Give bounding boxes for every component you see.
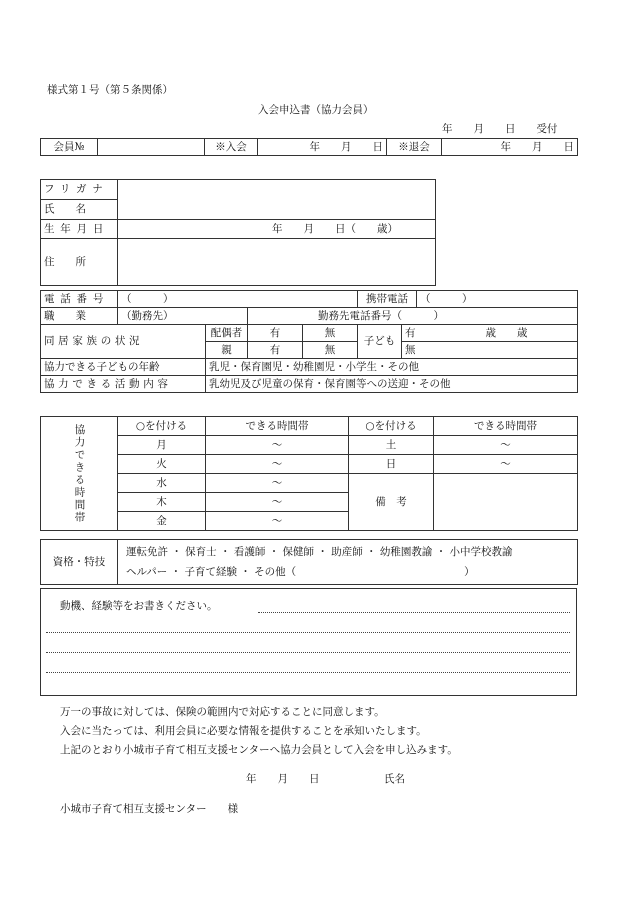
member-row-table [40,138,578,156]
join-label: ※入会 [205,139,258,156]
leave-date-field[interactable]: 年 月 日 [442,139,578,156]
time-sat[interactable]: ～ [434,436,578,455]
mobile-field[interactable]: （ ） [417,291,578,308]
ages-label: 協力できる子どもの年齢 [41,359,206,376]
signature-name-label: 氏名 [384,773,405,785]
child-label: 子ども [358,325,402,359]
job-label: 職 業 [41,308,118,325]
day-tue[interactable]: 火 [118,455,206,474]
consent-line-2: 入会に当たっては、利用会員に必要な情報を提供することを承知いたします。 [60,725,427,737]
spouse-label: 配偶者 [206,325,248,342]
time-tue[interactable]: ～ [206,455,349,474]
parent-yes[interactable]: 有 [248,342,303,359]
family-label: 同居家族の状況 [41,325,206,359]
address-label: 住 所 [41,239,118,286]
day-thu[interactable]: 木 [118,493,206,512]
qualifications-table [40,539,578,585]
receipt-date: 年 月 日 受付 [442,123,558,135]
parent-label: 親 [206,342,248,359]
name-label: 氏 名 [41,200,118,220]
mark-header-right: ○を付ける [349,417,434,436]
time-wed[interactable]: ～ [206,474,349,493]
schedule-label-cell [41,417,118,531]
address-field[interactable] [118,239,436,286]
time-sun[interactable]: ～ [434,455,578,474]
member-no-label: 会員№ [41,139,98,156]
child-yes-cell [402,325,578,342]
mark-header-left: ○を付ける [118,417,206,436]
day-mon[interactable]: 月 [118,436,206,455]
consent-line-3: 上記のとおり小城市子育て相互支援センターへ協力会員として入会を申し込みます。 [60,744,458,756]
time-thu[interactable]: ～ [206,493,349,512]
schedule-label: 協力できる時間帯 [73,423,86,524]
qualifications-label: 資格・特技 [41,540,118,585]
day-sat[interactable]: 土 [349,436,434,455]
child-no[interactable]: 無 [402,342,578,359]
work-phone-field[interactable]: 勤務先電話番号（ ） [248,308,578,325]
day-sun[interactable]: 日 [349,455,434,474]
name-field[interactable] [118,180,436,220]
day-wed[interactable]: 水 [118,474,206,493]
time-header-left: できる時間帯 [206,417,349,436]
notes-line-4 [46,672,570,673]
day-fri[interactable]: 金 [118,512,206,531]
parent-no[interactable]: 無 [303,342,358,359]
job-field[interactable]: （勤務先） [118,308,248,325]
ages-value[interactable]: 乳児・保育園児・幼稚園児・小学生・その他 [206,359,578,376]
notes-prompt: 動機、経験等をお書きください。 [60,600,218,612]
notes-line-2 [46,632,570,633]
signature-date[interactable]: 年 月 日 [246,773,320,785]
qualifications-line2-row [126,562,574,582]
child-yes[interactable]: 有 [405,326,416,339]
qualifications-line2-close: ） [464,566,475,578]
form-number: 様式第１号（第５条関係） [47,84,173,96]
phone-field[interactable]: （ ） [118,291,358,308]
member-no-field[interactable] [98,139,205,156]
notes-line-3 [46,652,570,653]
consent-line-1: 万一の事故に対しては、保険の範囲内で対応することに同意します。 [60,706,385,718]
join-date-field[interactable]: 年 月 日 [258,139,387,156]
birth-label: 生年月日 [41,220,118,239]
spouse-no[interactable]: 無 [303,325,358,342]
mobile-label: 携帯電話 [358,291,417,308]
furigana-label: フリガナ [41,180,118,200]
remarks-label: 備 考 [349,474,434,531]
addressee: 小城市子育て相互支援センター 様 [60,803,239,815]
form-title: 入会申込書（協力会員） [258,104,374,116]
qualifications-line2[interactable]: ヘルパー ・ 子育て経験 ・ その他（ [126,566,297,578]
child-ages[interactable]: 歳 歳 [485,326,528,339]
activities-value[interactable]: 乳幼児及び児童の保育・保育園等への送迎・その他 [206,376,578,393]
remarks-field[interactable] [434,474,578,531]
phone-label: 電話番号 [41,291,118,308]
time-fri[interactable]: ～ [206,512,349,531]
notes-line-1 [258,612,570,613]
spouse-yes[interactable]: 有 [248,325,303,342]
qualifications-line1[interactable]: 運転免許 ・ 保育士 ・ 看護師 ・ 保健師 ・ 助産師 ・ 幼稚園教諭 ・ 小中学校教諭 [126,546,513,558]
schedule-table [40,416,578,531]
main-form-table [40,290,578,393]
time-mon[interactable]: ～ [206,436,349,455]
time-header-right: できる時間帯 [434,417,578,436]
leave-label: ※退会 [387,139,442,156]
qualifications-cell [118,540,578,585]
activities-label: 協力できる活動内容 [41,376,206,393]
personal-info-table [40,179,436,286]
birth-field[interactable]: 年 月 日（ 歳） [118,220,436,239]
